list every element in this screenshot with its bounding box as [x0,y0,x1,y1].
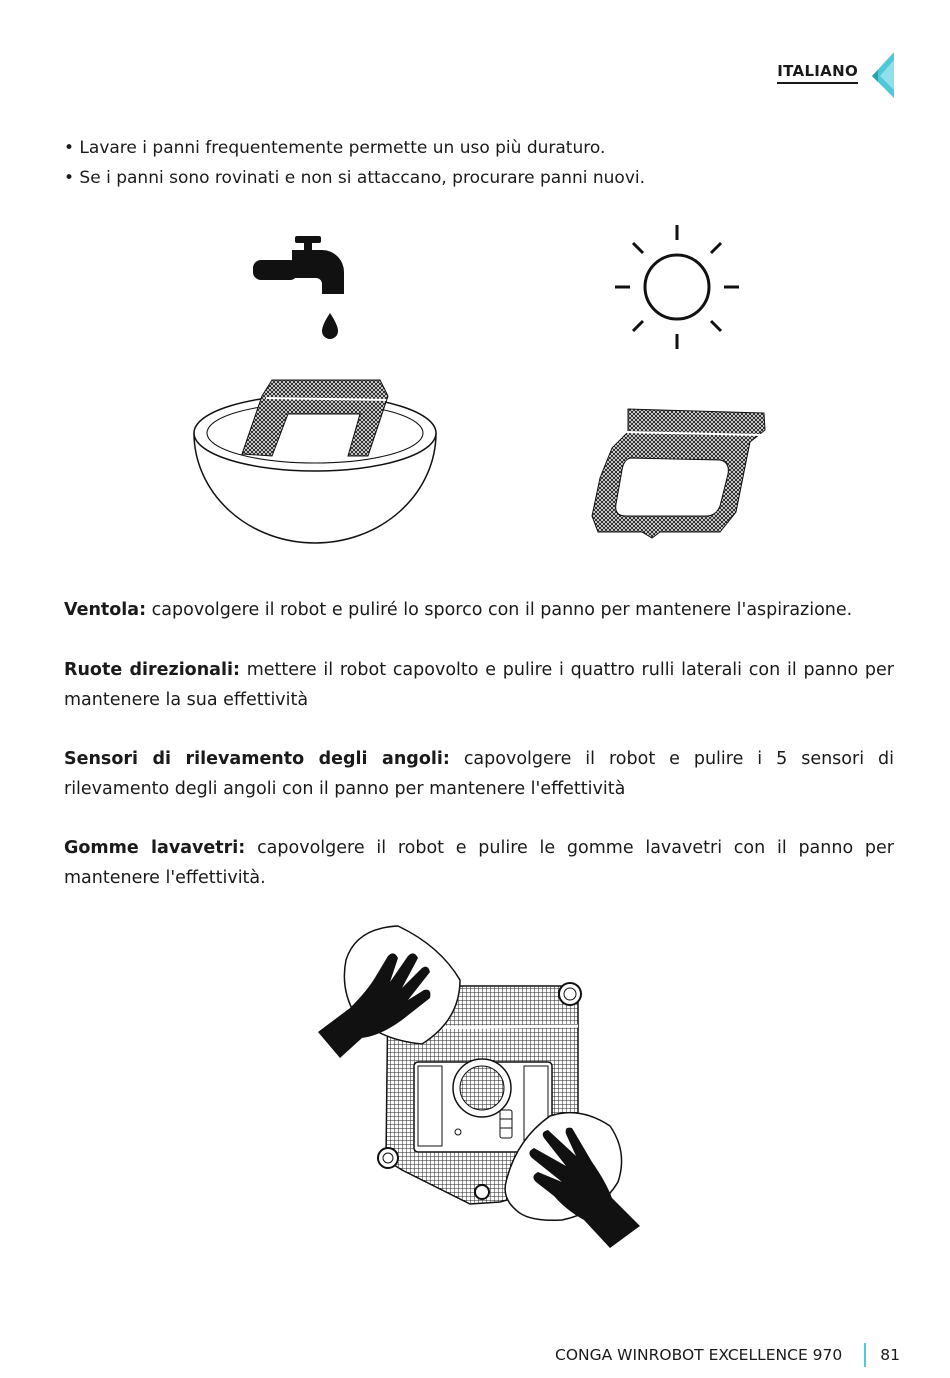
cleaning-pad-illustration [592,409,765,538]
wash-bowl-illustration [194,380,436,543]
language-tab-icon [866,52,896,98]
bullet-list [64,133,645,193]
section-text: capovolgere il robot e pulire le gomme lavavetri con il panno per mantenere l'effettività. [64,838,894,888]
bullet-item: • Lavare i panni frequentemente permette un uso più duraturo. [64,138,606,158]
sun-icon [615,225,739,349]
page-number: 81 [880,1346,900,1364]
section-text: mettere il robot capovolto e pulire i quattro rulli laterali con il panno per mantenere la sua effettività [64,660,895,710]
product-name: CONGA WINROBOT EXCELLENCE 970 [555,1346,843,1364]
robot-cleaning-illustration [310,920,650,1260]
section-sensori [64,744,894,804]
bullet-item: • Se i panni sono rovinati e non si attaccano, procurare panni nuovi. [64,168,646,188]
section-title: Ruote direzionali: [64,660,240,680]
section-title: Ventola: [64,600,147,620]
footer-separator [864,1343,866,1367]
language-label: ITALIANO [777,62,858,84]
water-tap-icon [253,236,344,339]
section-title: Sensori di rilevamento degli angoli: [64,749,450,769]
washing-and-drying-illustration [180,220,780,560]
section-ruote-direzionali [64,655,894,715]
section-text: capovolgere il robot e puliré lo sporco con il panno per mantenere l'aspirazione. [146,600,853,620]
section-title: Gomme lavavetri: [64,838,246,858]
section-ventola [64,595,894,625]
page-footer [555,1343,900,1367]
section-text: capovolgere il robot e pulire i 5 sensori di rilevamento degli angoli con il panno per mantenere l'effettività [64,749,894,799]
section-gomme-lavavetri [64,833,894,893]
